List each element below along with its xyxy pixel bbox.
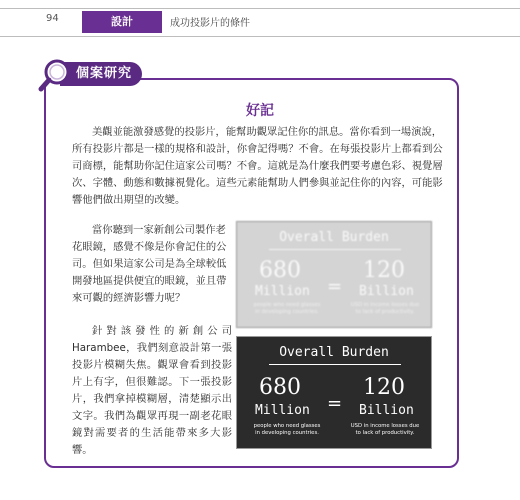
stat-right-number: 120 [363,258,405,283]
slide-title: Overall Burden [279,345,389,360]
body-paragraph-3: 針對該發性的新創公司Harambee，我們刻意設計第一張投影片模糊失焦。觀眾會看到投影片上有字，但很難認。下一張投影片，我們拿掉模糊層，清楚顯示出文字。我們為觀眾再現一副老花眼鏡對需要者的生活能帶來多大影響。 [72,325,232,456]
stat-left-caption: people who need glasses in developing countries. [253,302,321,315]
slide-title: Overall Burden [279,230,389,245]
header-bottom-rule [0,36,520,37]
page-number: 94 [46,13,59,24]
stat-left-number: 680 [259,375,301,400]
section-tab: 設計 [82,11,162,33]
case-study-banner: 個案研究 [60,62,142,86]
header-top-rule [0,8,520,9]
stat-right-number: 120 [363,375,405,400]
clear-slide-image [236,336,432,449]
chapter-title: 成功投影片的條件 [170,18,250,29]
equals-sign: = [327,393,343,414]
magnifier-icon [38,58,72,92]
slide-title-underline [269,364,401,365]
stat-left-number: 680 [259,258,301,283]
stat-right-caption: USD in income losses due to lack of productivity. [350,302,420,315]
body-paragraph-2: 當你聽到一家新創公司製作老花眼鏡，感覺不像是你會記住的公司。但如果這家公司是為全球較低開發地區提供便宜的眼鏡，並且帶來可觀的經濟影響力呢？ [72,224,227,304]
body-paragraph-1: 美觀並能激發感覺的投影片，能幫助觀眾記住你的訊息。當你看到一場演說，所有投影片都是一樣的規格和設計，你會記得嗎？不會。在每張投影片上都看到公司商標，能幫助你記住這家公司嗎？不會。這就是為什麼我們要考慮色彩、視覺層次、字體、動態和數據視覺化。這些元素能幫助人們參與並記住你的內容，可能影響他們做出期望的改變。 [72,126,443,206]
stat-left-unit: Million [255,284,310,299]
stat-right-unit: Billion [359,284,414,299]
stat-right-caption: USD in income losses due to lack of productivity. [350,423,420,436]
article-title: 好記 [246,103,274,119]
slide-title-underline [269,249,401,250]
stat-right-unit: Billion [359,403,414,418]
stat-left-unit: Million [255,403,310,418]
stat-left-caption: people who need glasses in developing countries. [253,423,321,436]
equals-sign: = [327,276,343,297]
blurred-slide-image [236,221,432,328]
